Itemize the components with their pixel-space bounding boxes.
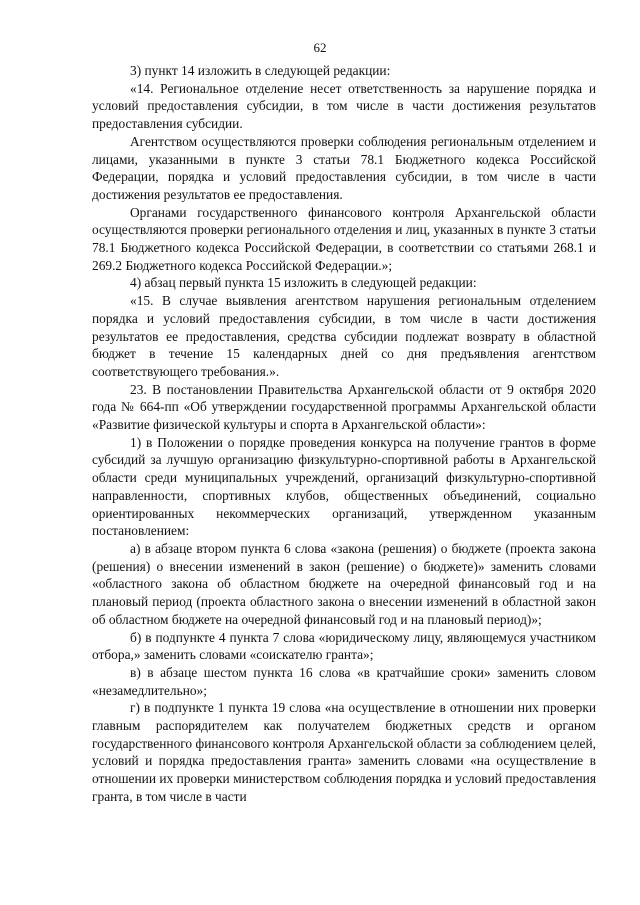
document-body — [92, 62, 596, 806]
paragraph-agency-checks: Агентством осуществляются проверки соблюдения региональным отделением и лицами, указанными в пункте 3 статьи 78.1 Бюджетного кодекса Российской Федерации, порядка и условий предоставления субсидии, в том числе в части достижения результатов ее предоставления. — [92, 133, 596, 202]
paragraph-item-23: 23. В постановлении Правительства Архангельской области от 9 октября 2020 года № 664-пп «Об утверждении государственной программы Архангельской области «Развитие физической культуры и спорта в Архангельской области»: — [92, 381, 596, 433]
page-number: 62 — [313, 40, 327, 55]
paragraph-item-3: 3) пункт 14 изложить в следующей редакции: — [130, 63, 391, 78]
paragraph-subitem-v: в) в абзаце шестом пункта 16 слова «в кратчайшие сроки» заменить словом «незамедлительно»; — [92, 664, 596, 698]
paragraph-point-15: «15. В случае выявления агентством нарушения региональным отделением порядка и условий предоставления субсидии, в том числе в части достижения результатов ее предоставления, средства субсидии подлежат возврату в областной бюджет в течение 15 календарных дней со дня предъявления агентством соответствующего требования.». — [92, 293, 596, 379]
paragraph-financial-control: Органами государственного финансового контроля Архангельской области осуществляются проверки регионального отделения и лиц, указанных в пункте 3 статьи 78.1 Бюджетного кодекса Российской Федерации, в соответствии со статьями 268.1 и 269.2 Бюджетного кодекса Российской Федерации.»; — [92, 204, 596, 273]
paragraph-subitem-a: а) в абзаце втором пункта 6 слова «закона (решения) о бюджете (проекта закона (решения) о внесении изменений в закон (решение) о бюджете)» заменить словами «областного закона об областном бюджете на очередной финансовый год и на плановый период (проекта областного закона о внесении изменений в областной закон об областном бюджете на очередной финансовый год и на плановый период)»; — [92, 540, 596, 627]
paragraph-subitem-g: г) в подпункте 1 пункта 19 слова «на осуществление в отношении них проверки главным распорядителем как получателем бюджетных средств и органом государственного финансового контроля Архангельской области за соблюдением целей, условий и порядка предоставления гранта» заменить словами «на осуществление в отношении их проверки министерством соблюдения порядка и условий предоставления гранта, в том числе в части — [92, 700, 596, 804]
paragraph-point-14: «14. Региональное отделение несет ответственность за нарушение порядка и условий предоставления субсидии, в том числе в части достижения результатов предоставления субсидии. — [92, 80, 596, 132]
paragraph-item-4: 4) абзац первый пункта 15 изложить в следующей редакции: — [130, 275, 477, 291]
paragraph-subitem-b: б) в подпункте 4 пункта 7 слова «юридическому лицу, являющемуся участником отбора,» заменить словами «соискателю гранта»; — [92, 629, 596, 663]
paragraph-subitem-1: 1) в Положении о порядке проведения конкурса на получение грантов в форме субсидий за лучшую организацию физкультурно-спортивной работы в Архангельской области среди муниципальных учреждений, организаций физкультурно-спортивной направленности, спортивных клубов, общественных объединений, социально ориентированных некоммерческих организаций, утвержденном указанным постановлением: — [92, 434, 596, 539]
